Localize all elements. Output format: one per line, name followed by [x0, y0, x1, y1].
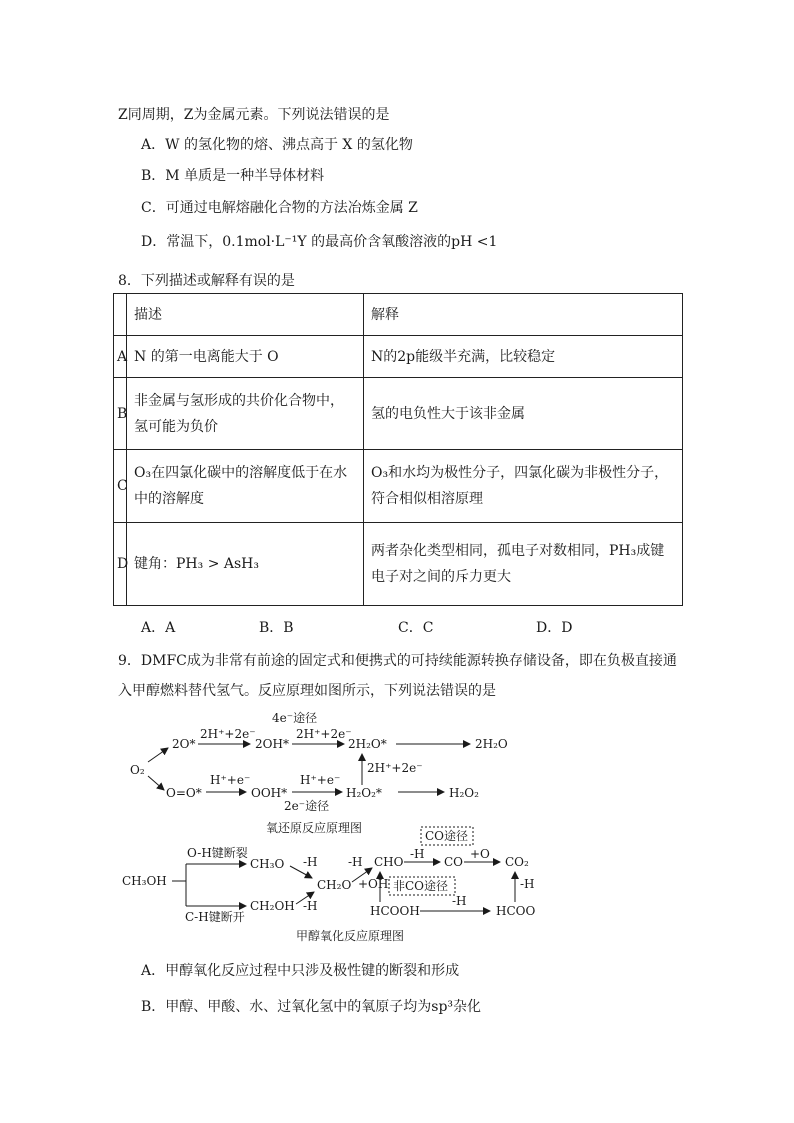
species-co2: CO₂ — [505, 855, 529, 869]
species-ooh-star: OOH* — [251, 786, 288, 800]
row-label: C — [114, 450, 127, 523]
arrow-o2-to-oo — [148, 776, 164, 790]
minus-h-label: -H — [348, 855, 363, 869]
row-desc: O₃在四氯化碳中的溶解度低于在水中的溶解度 — [127, 450, 364, 523]
o2-label: O₂ — [130, 763, 145, 777]
plus-o-label: +O — [470, 847, 490, 861]
species-2h2o-star: 2H₂O* — [348, 737, 387, 751]
minus-h-label: -H — [520, 877, 535, 891]
reagent-label: H⁺+e⁻ — [210, 773, 251, 787]
species-ch2o: CH₂O — [317, 878, 352, 892]
q8-answer-b: B．B — [259, 620, 294, 636]
species-h2o2: H₂O₂ — [449, 786, 479, 800]
non-co-path-label: 非CO途径 — [393, 879, 449, 893]
species-co: CO — [444, 855, 464, 869]
row-label: D — [114, 523, 127, 606]
ch-break-label: C-H键断开 — [185, 910, 245, 924]
minus-h-label: -H — [452, 894, 467, 908]
q9-stem-line2: 入甲醇燃料替代氢气。反应原理如图所示，下列说法错误的是 — [118, 683, 496, 699]
row-expl: 氢的电负性大于该非金属 — [364, 378, 683, 450]
species-hcoo: HCOO — [496, 904, 536, 918]
species-2oh-star: 2OH* — [255, 737, 289, 751]
species-ch3oh: CH₃OH — [122, 874, 167, 888]
row-desc: N 的第一电离能大于 O — [127, 336, 364, 378]
q9-option-a: A．甲醇氧化反应过程中只涉及极性键的断裂和形成 — [141, 963, 460, 979]
q8-answer-a: A．A — [141, 620, 176, 636]
minus-h-label: -H — [303, 899, 318, 913]
row-desc: 非金属与氢形成的共价化合物中，氢可能为负价 — [127, 378, 364, 450]
species-2h2o: 2H₂O — [475, 737, 508, 751]
species-h2o2-star: H₂O₂* — [346, 786, 382, 800]
mor-diagram — [122, 827, 535, 943]
row-label: B — [114, 378, 127, 450]
co-path-label: CO途径 — [425, 829, 469, 843]
oh-break-label: O-H键断裂 — [187, 846, 248, 860]
plus-oh-label: +OH — [358, 877, 389, 891]
row-desc: 键角：PH₃ > AsH₃ — [127, 523, 364, 606]
species-oo-star: O=O* — [166, 786, 202, 800]
reagent-label: H⁺+e⁻ — [300, 773, 341, 787]
orr-diagram — [130, 710, 508, 835]
q8-answer-c: C．C — [398, 620, 434, 636]
species-cho: CHO — [374, 855, 404, 869]
q7-stem: Z同周期，Z为金属元素。下列说法错误的是 — [118, 107, 390, 123]
reagent-label: 2H⁺+2e⁻ — [296, 727, 352, 741]
q9-stem-line1: 9．DMFC成为非常有前途的固定式和便携式的可持续能源转换存储设备，即在负极直接通 — [118, 653, 677, 669]
q7-option-b: B．M 单质是一种半导体材料 — [141, 168, 325, 184]
q7-option-c: C．可通过电解熔融化合物的方法冶炼金属 Z — [141, 200, 418, 216]
species-2o-star: 2O* — [172, 737, 196, 751]
mor-caption: 甲醇氧化反应原理图 — [296, 929, 405, 943]
q7-option-a: A．W 的氢化物的熔、沸点高于 X 的氢化物 — [141, 137, 413, 153]
row-expl: O₃和水均为极性分子，四氯化碳为非极性分子，符合相似相溶原理 — [364, 450, 683, 523]
q8-answer-d: D．D — [536, 620, 573, 636]
species-hcooh: HCOOH — [370, 904, 420, 918]
reagent-label: 2H⁺+2e⁻ — [367, 761, 423, 775]
species-ch3o: CH₃O — [250, 857, 285, 871]
table-header-expl: 解释 — [364, 294, 683, 336]
q7-option-d: D．常温下，0.1mol·L⁻¹Y 的最高价含氧酸溶液的pH <1 — [141, 234, 498, 250]
row-expl: 两者杂化类型相同，孤电子对数相同，PH₃成键电子对之间的斥力更大 — [364, 523, 683, 606]
path-4e-label: 4e⁻途径 — [272, 711, 318, 725]
q8-stem: 8．下列描述或解释有误的是 — [118, 273, 295, 289]
orr-caption: 氧还原反应原理图 — [266, 821, 363, 835]
reagent-label: 2H⁺+2e⁻ — [200, 727, 256, 741]
path-2e-label: 2e⁻途径 — [284, 799, 330, 813]
minus-h-label: -H — [303, 855, 318, 869]
row-expl: N的2p能级半充满，比较稳定 — [364, 336, 683, 378]
q9-option-b: B．甲醇、甲酸、水、过氧化氢中的氧原子均为sp³杂化 — [141, 999, 482, 1015]
arrow-o2-to-2o — [148, 748, 168, 762]
row-label: A — [114, 336, 127, 378]
species-ch2oh: CH₂OH — [250, 899, 295, 913]
minus-h-label: -H — [410, 847, 425, 861]
table-header-desc: 描述 — [127, 294, 364, 336]
